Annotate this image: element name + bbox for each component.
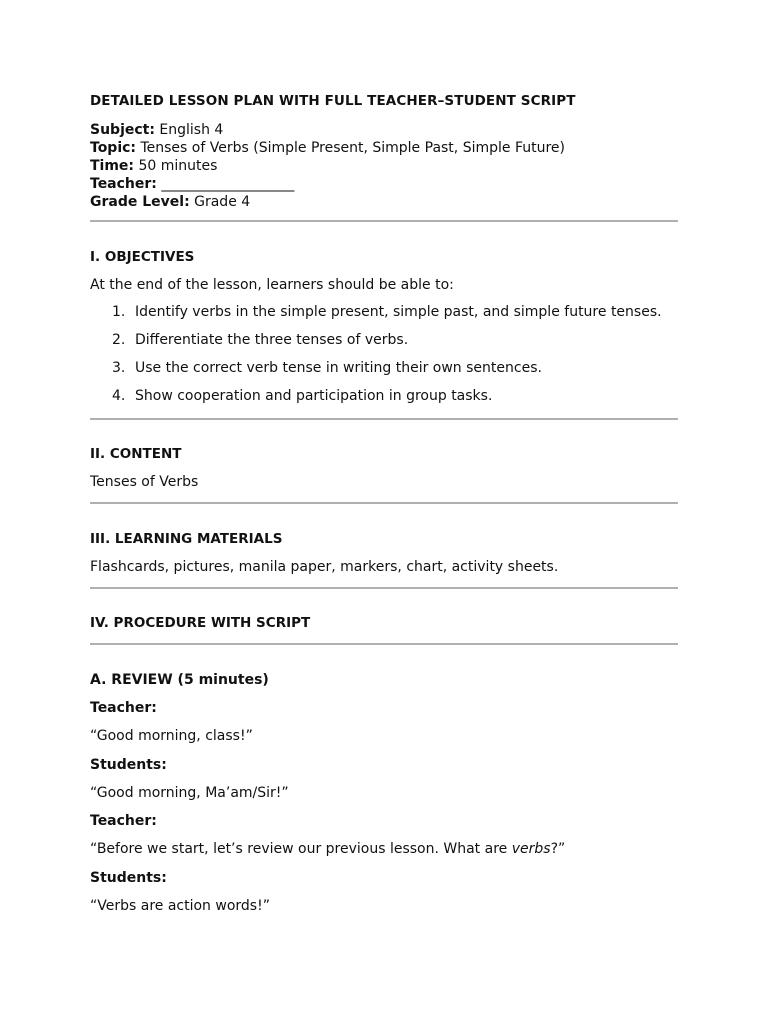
materials-heading: III. LEARNING MATERIALS: [90, 531, 283, 547]
speaker-label: Teacher:: [90, 700, 157, 716]
lesson-meta: [90, 121, 565, 211]
section-divider: [90, 643, 678, 645]
procedure-heading: IV. PROCEDURE WITH SCRIPT: [90, 615, 311, 631]
list-item-text: Show cooperation and participation in group tasks.: [135, 388, 493, 404]
section-divider: [90, 502, 678, 504]
meta-teacher-label: Teacher:: [90, 176, 157, 192]
list-item-text: Differentiate the three tenses of verbs.: [135, 332, 409, 348]
content-text: Tenses of Verbs: [90, 474, 199, 490]
meta-topic: [90, 139, 565, 157]
speaker-label: Students:: [90, 870, 167, 886]
meta-grade-level: [90, 193, 565, 211]
list-item-text: Use the correct verb tense in writing their own sentences.: [135, 360, 542, 376]
script-line-start: “Before we start, let’s review our previous lesson. What are: [90, 841, 512, 857]
review-heading: A. REVIEW (5 minutes): [90, 672, 269, 688]
meta-grade-level-label: Grade Level:: [90, 194, 190, 210]
document-title: DETAILED LESSON PLAN WITH FULL TEACHER–STUDENT SCRIPT: [90, 93, 576, 109]
list-item-number: 3.: [112, 360, 126, 376]
content-heading: II. CONTENT: [90, 446, 182, 462]
meta-teacher: [90, 175, 565, 193]
speaker-label: Teacher:: [90, 813, 157, 829]
script-line-end: ?”: [550, 841, 566, 857]
meta-subject-label: Subject:: [90, 122, 155, 138]
meta-topic-value: Tenses of Verbs (Simple Present, Simple Past, Simple Future): [136, 140, 565, 156]
list-item-number: 1.: [112, 304, 126, 320]
meta-subject: [90, 121, 565, 139]
section-divider: [90, 220, 678, 222]
script-line: [90, 841, 565, 857]
meta-time: [90, 157, 565, 175]
meta-time-value: 50 minutes: [134, 158, 218, 174]
meta-topic-label: Topic:: [90, 140, 137, 156]
list-item-number: 4.: [112, 388, 126, 404]
meta-time-label: Time:: [90, 158, 135, 174]
meta-teacher-value: ___________________: [156, 176, 295, 192]
section-divider: [90, 587, 678, 589]
list-item-number: 2.: [112, 332, 126, 348]
script-line-emphasis: verbs: [511, 841, 551, 857]
script-line: “Verbs are action words!”: [90, 898, 270, 914]
objectives-heading: I. OBJECTIVES: [90, 249, 195, 265]
materials-text: Flashcards, pictures, manila paper, markers, chart, activity sheets.: [90, 559, 559, 575]
speaker-label: Students:: [90, 757, 167, 773]
meta-grade-level-value: Grade 4: [189, 194, 251, 210]
script-line: “Good morning, Ma’am/Sir!”: [90, 785, 289, 801]
meta-subject-value: English 4: [154, 122, 224, 138]
list-item-text: Identify verbs in the simple present, simple past, and simple future tenses.: [135, 304, 662, 320]
objectives-intro: At the end of the lesson, learners should be able to:: [90, 277, 454, 293]
script-line: “Good morning, class!”: [90, 728, 253, 744]
section-divider: [90, 418, 678, 420]
